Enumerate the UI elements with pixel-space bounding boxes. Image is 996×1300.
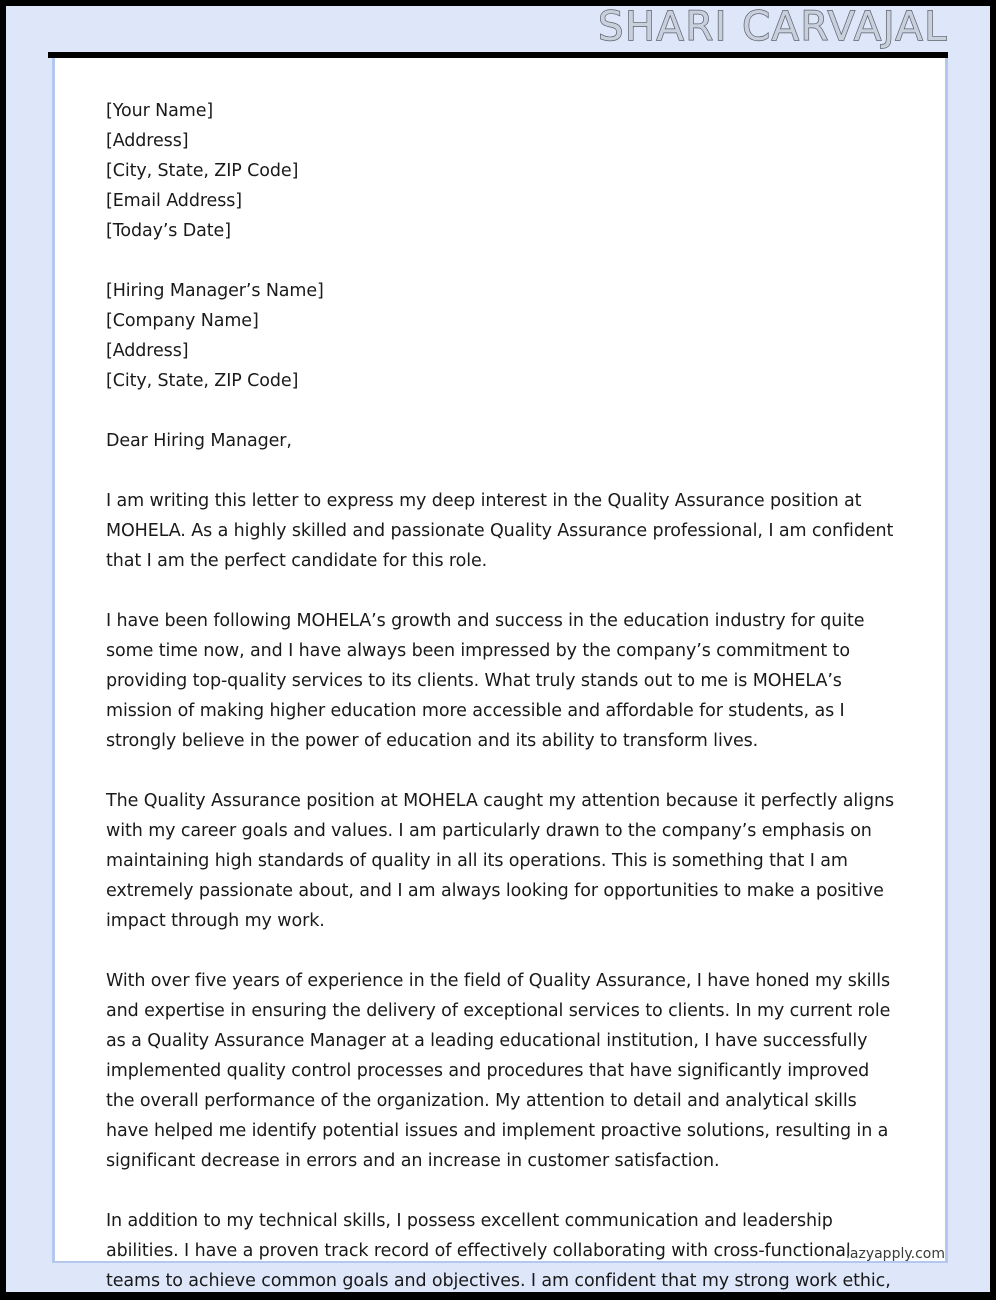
sender-line: [Email Address] <box>106 191 242 211</box>
sender-address-block <box>106 96 902 246</box>
sender-line: [Your Name] <box>106 101 214 121</box>
document-header-band <box>6 6 990 52</box>
sender-line: [Today’s Date] <box>106 221 231 241</box>
watermark-lazyapply: lazyapply.com <box>846 1246 945 1262</box>
recipient-line: [Address] <box>106 341 189 361</box>
cover-letter-body <box>52 58 952 1292</box>
recipient-line: [Company Name] <box>106 311 259 331</box>
page-title: SHARI CARVAJAL <box>598 6 948 50</box>
letter-paragraph: I am writing this letter to express my deep interest in the Quality Assurance position at MOHELA. As a highly skilled and passionate Quality Assurance professional, I am confident that I am the perfect candidate for this role. <box>106 491 894 571</box>
recipient-line: [Hiring Manager’s Name] <box>106 281 324 301</box>
document-canvas <box>6 6 990 1292</box>
letter-paragraph: In addition to my technical skills, I possess excellent communication and leadership abilities. I have a proven track record of effectively collaborating with cross-functional teams to achieve common goals and objectives. I am confident that my strong work ethic, <box>106 1211 891 1291</box>
letter-paragraph: With over five years of experience in the field of Quality Assurance, I have honed my skills and expertise in ensuring the delivery of exceptional services to clients. In my current role as a Quality Assurance Manager at a leading educational institution, I have successfully implemented quality control processes and procedures that have significantly improved the overall performance of the organization. My attention to detail and analytical skills have helped me identify potential issues and implement proactive solutions, resulting in a significant decrease in errors and an increase in customer satisfaction. <box>106 971 891 1171</box>
letter-paragraph: The Quality Assurance position at MOHELA caught my attention because it perfectly aligns with my career goals and values. I am particularly drawn to the company’s emphasis on maintaining high standards of quality in all its operations. This is something that I am extremely passionate about, and I am always looking for opportunities to make a positive impact through my work. <box>106 791 894 931</box>
sender-line: [Address] <box>106 131 189 151</box>
recipient-line: [City, State, ZIP Code] <box>106 371 299 391</box>
sender-line: [City, State, ZIP Code] <box>106 161 299 181</box>
recipient-address-block <box>106 276 902 396</box>
letter-paragraph: I have been following MOHELA’s growth and success in the education industry for quite some time now, and I have always been impressed by the company’s commitment to providing top-quality services to its clients. What truly stands out to me is MOHELA’s mission of making higher education more accessible and affordable for students, as I strongly believe in the power of education and its ability to transform lives. <box>106 611 865 751</box>
salutation: Dear Hiring Manager, <box>106 431 292 451</box>
